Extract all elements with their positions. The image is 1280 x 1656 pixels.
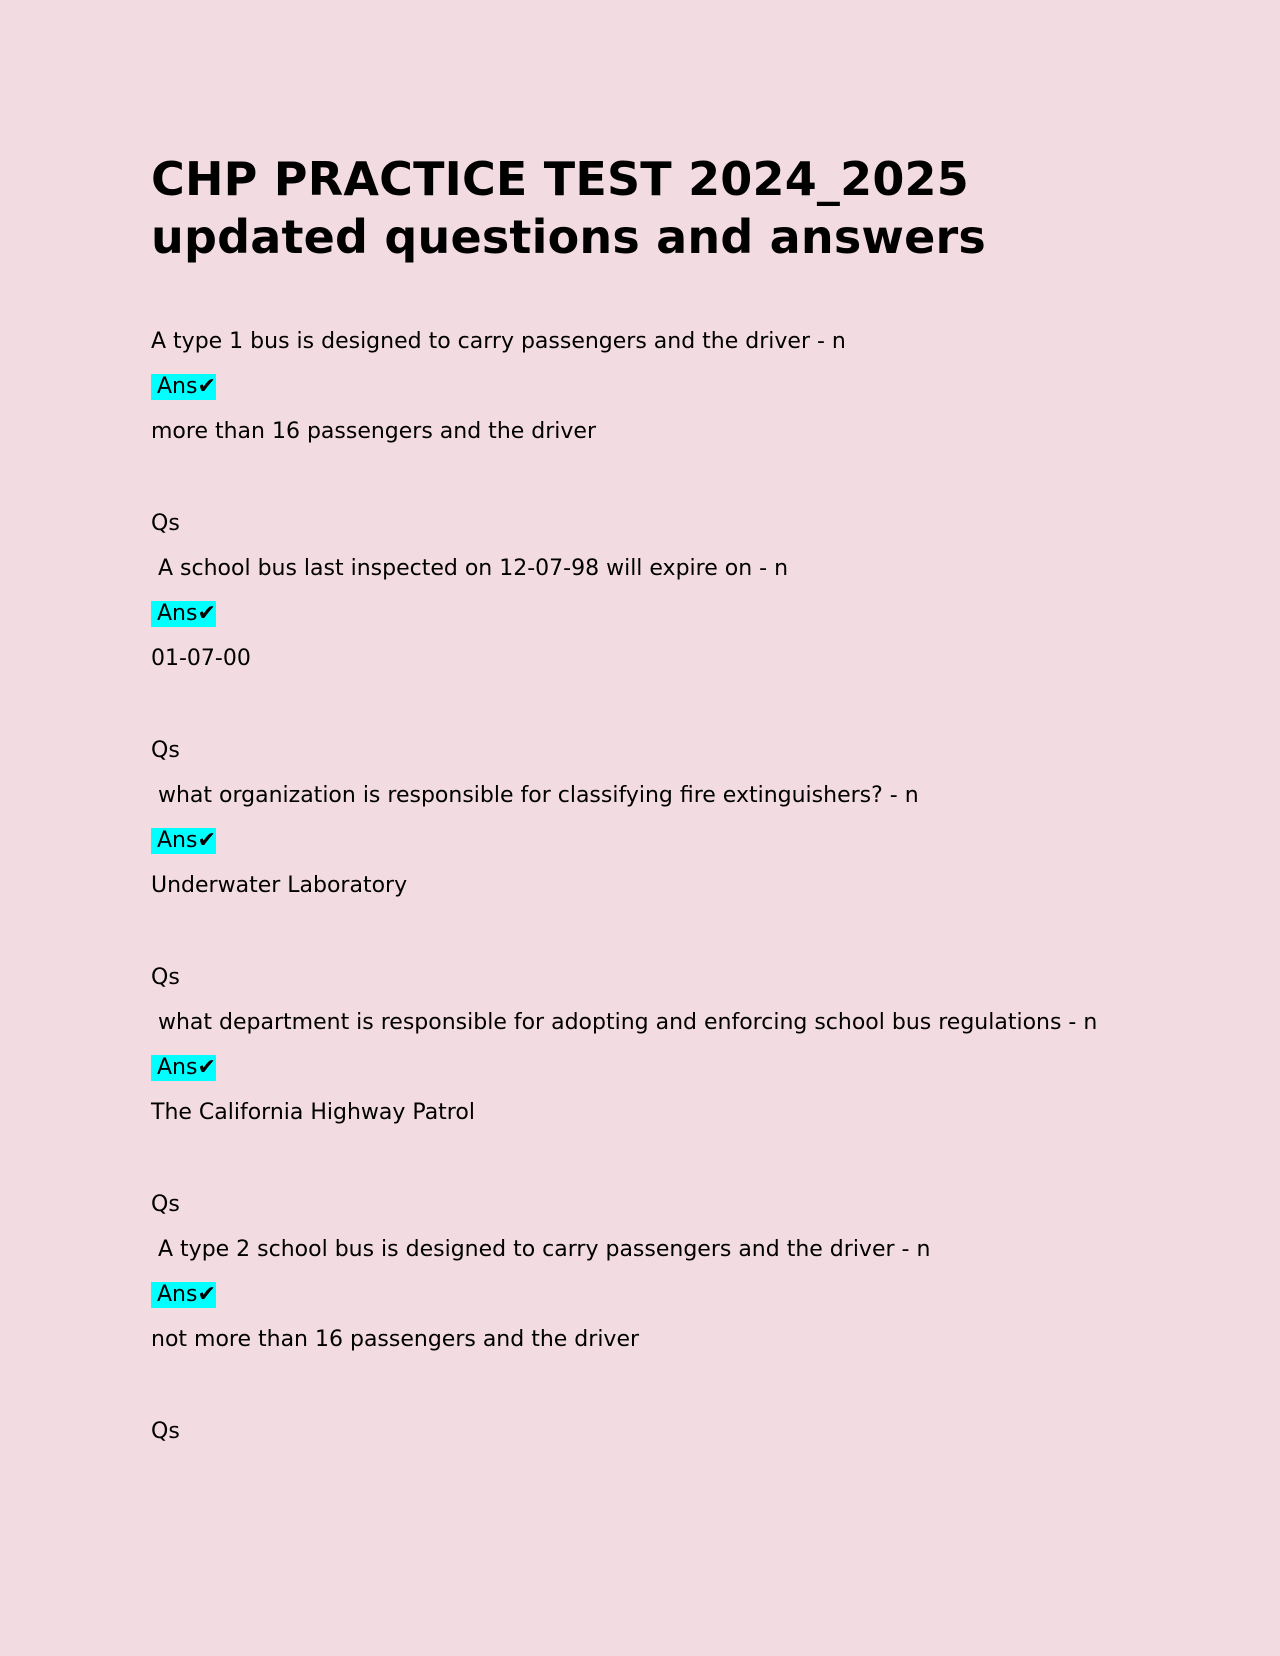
question-text: A type 2 school bus is designed to carry passengers and the driver - n [151,1237,931,1262]
document-title: CHP PRACTICE TEST 2024_2025 updated questions and answers [151,152,986,264]
qs-label: Qs [151,965,180,990]
document-page [151,150,1131,1446]
qs-label: Qs [151,511,180,536]
answer-text: 01-07-00 [151,646,251,671]
qa-item [151,510,1131,673]
answer-badge: Ans✔ [151,828,216,854]
qa-item [151,964,1131,1127]
qa-item [151,1191,1131,1354]
answer-badge: Ans✔ [151,374,216,400]
question-text: what organization is responsible for classifying fire extinguishers? - n [151,783,919,808]
qs-label: Qs [151,1192,180,1217]
answer-badge: Ans✔ [151,1055,216,1081]
answer-text: not more than 16 passengers and the driver [151,1327,640,1352]
answer-text: more than 16 passengers and the driver [151,419,597,444]
qa-item [151,328,1131,446]
qs-label: Qs [151,738,180,763]
answer-badge: Ans✔ [151,1282,216,1308]
question-text: A type 1 bus is designed to carry passengers and the driver - n [151,329,846,354]
question-text: A school bus last inspected on 12-07-98 will expire on - n [151,556,789,581]
answer-text: The California Highway Patrol [151,1100,475,1125]
question-text: what department is responsible for adopting and enforcing school bus regulations - n [151,1010,1098,1035]
qa-list [151,328,1131,1354]
qa-item [151,737,1131,900]
trailing-qs-label: Qs [151,1419,180,1444]
answer-text: Underwater Laboratory [151,873,408,898]
answer-badge: Ans✔ [151,601,216,627]
